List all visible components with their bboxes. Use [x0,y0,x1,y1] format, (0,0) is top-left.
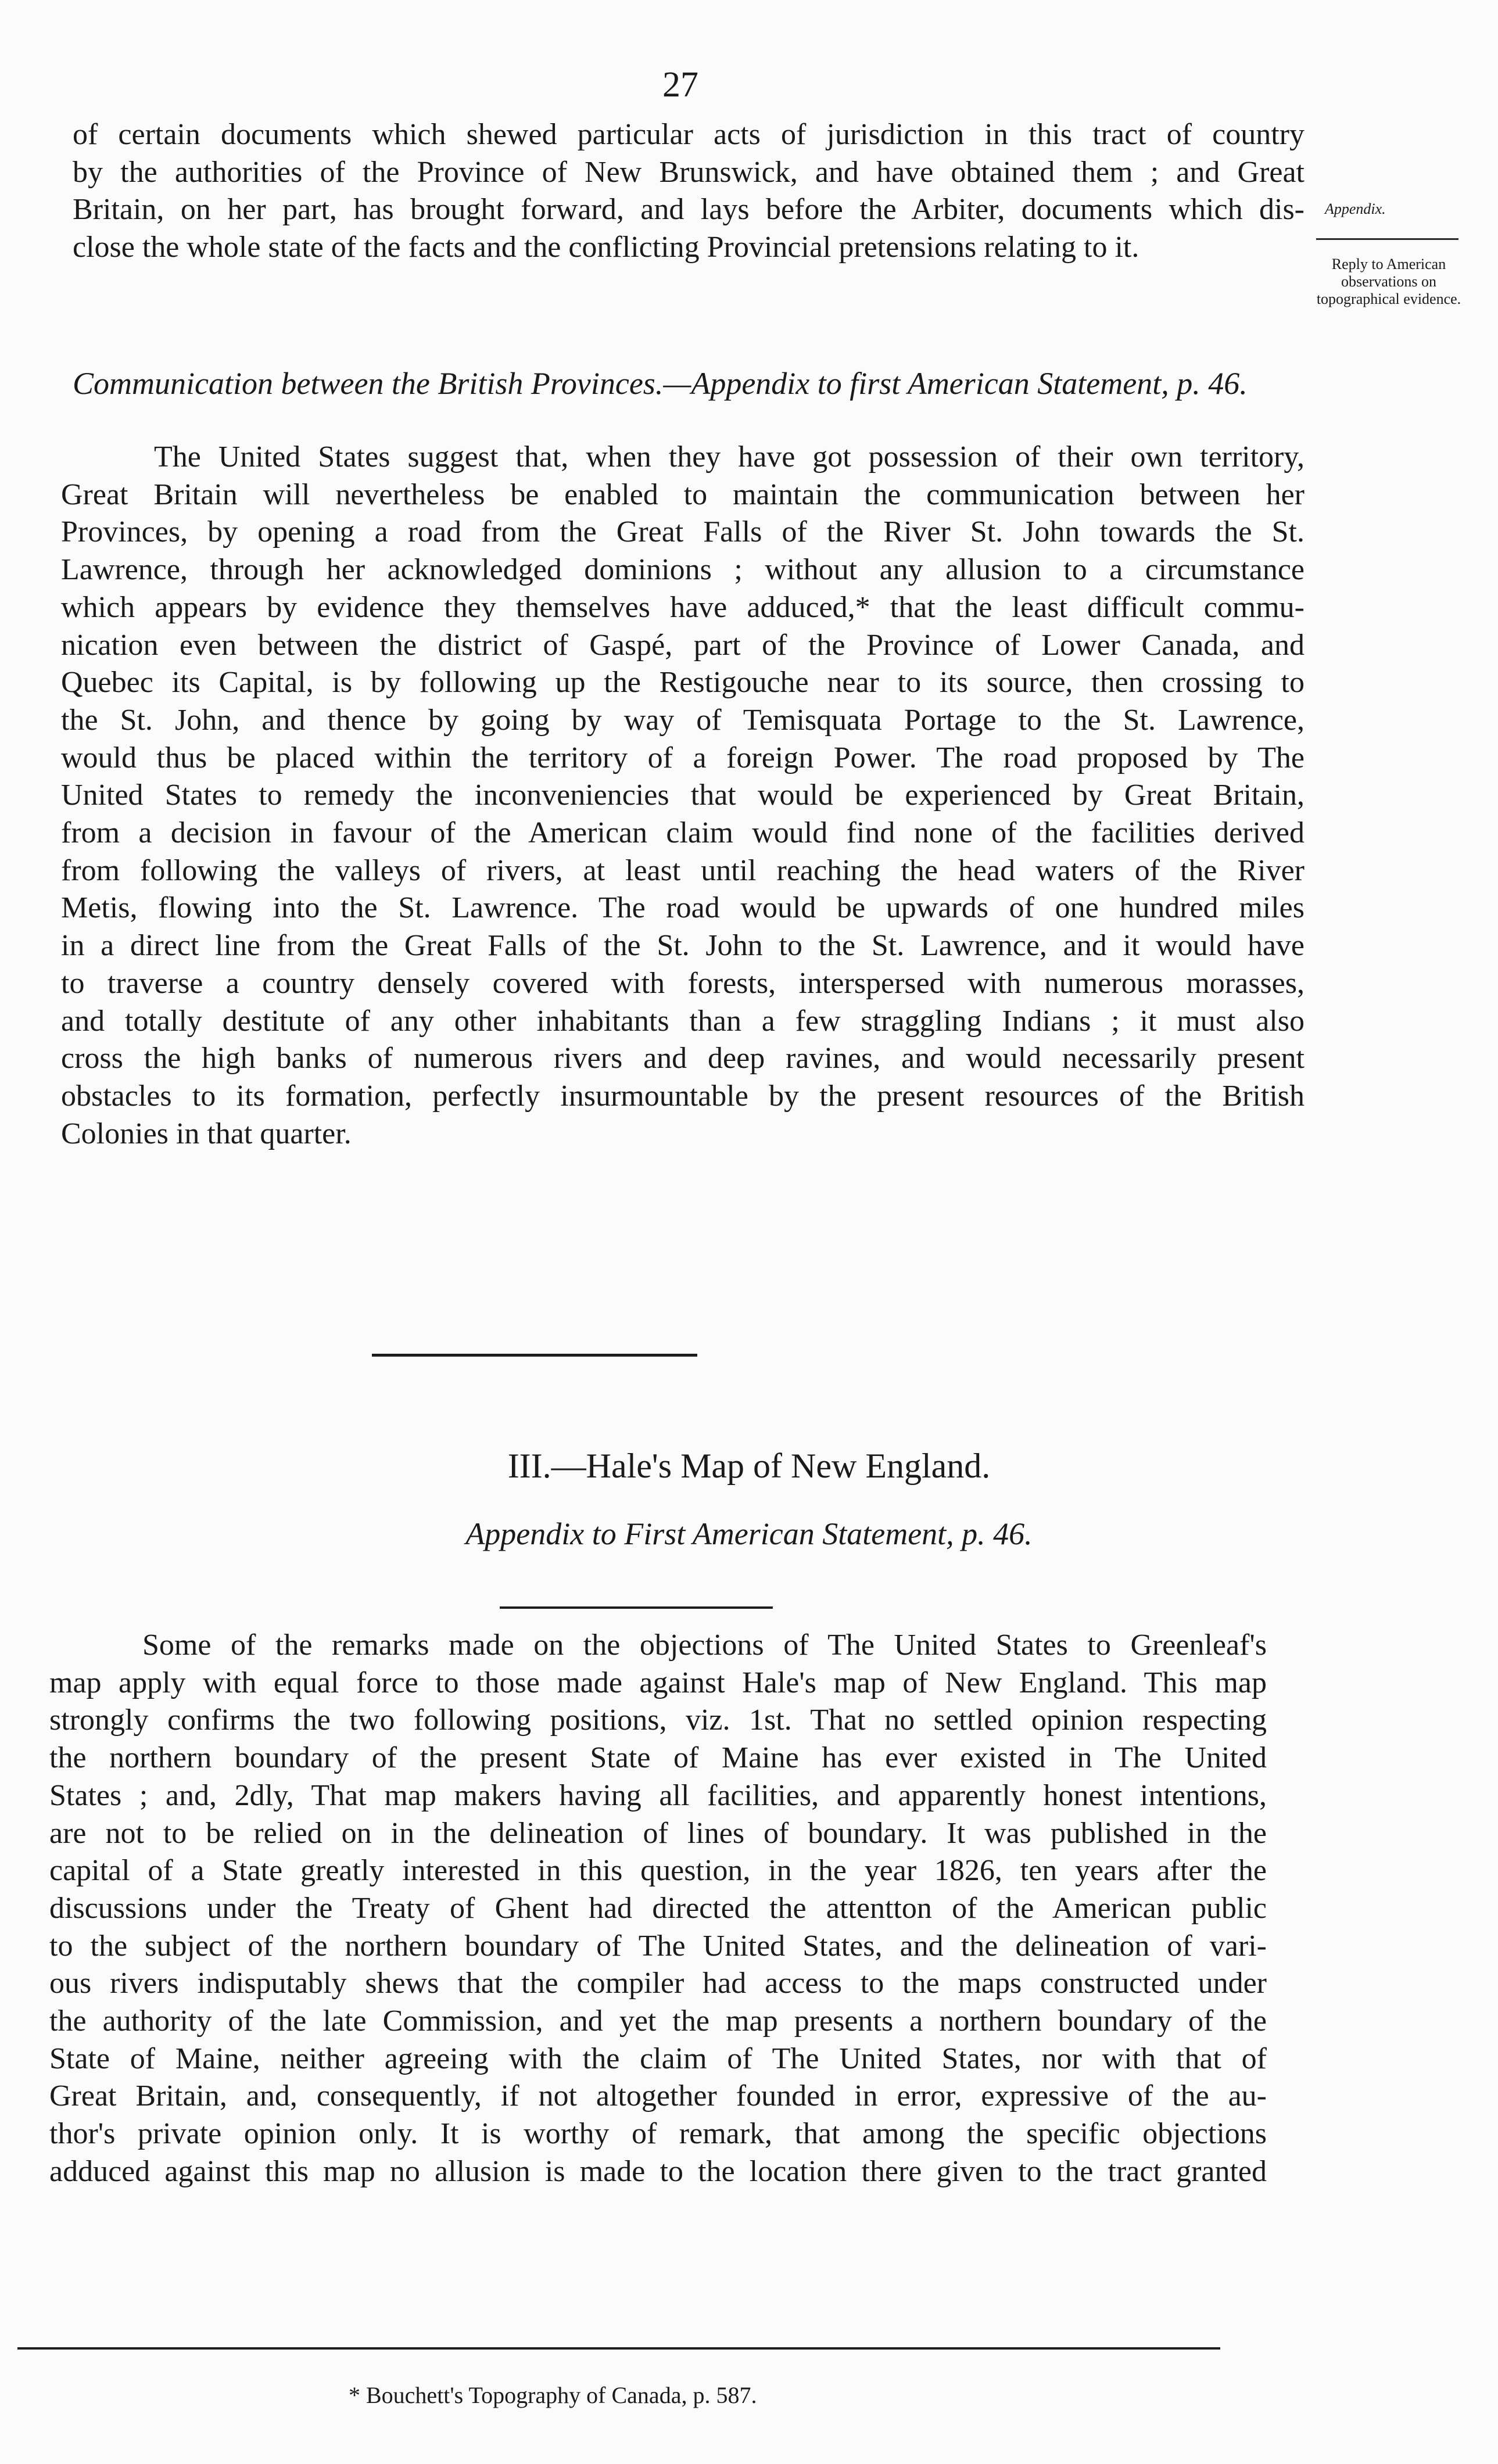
text-line: close the whole state of the facts and the conflicting Provincial pretensions relating to it. [73,231,1139,264]
text-line: capital of a State greatly interested in this question, in the year 1826, ten years after the [49,1854,1267,1888]
text-line: the St. John, and thence by going by way of Temisquata Portage to the St. Lawrence, [61,703,1305,737]
paragraph-hales-map [49,1627,1267,2191]
text-line: in a direct line from the Great Falls of the St. John to the St. Lawrence, and it would have [61,929,1305,963]
text-line: Great Britain will nevertheless be enabled to maintain the communication between her [61,478,1305,511]
margin-note-reply: Reply to American observations on topographical evidence. [1316,256,1461,307]
text-line: thor's private opinion only. It is worthy of remark, that among the specific objections [49,2117,1267,2151]
text-line: map apply with equal force to those made against Hale's map of New England. This map [49,1666,1267,1699]
text-line: Metis, flowing into the St. Lawrence. The road would be upwards of one hundred miles [61,891,1305,925]
text-line: and totally destitute of any other inhabitants than a few straggling Indians ; it must also [61,1004,1305,1038]
paragraph-continuation [73,116,1305,267]
section-title: III.—Hale's Map of New England. [507,1447,991,1485]
text-line: from following the valleys of rivers, at least until reaching the head waters of the River [61,853,1305,887]
text-line: Provinces, by opening a road from the Great Falls of the River St. John towards the St. [61,515,1305,549]
text-line: obstacles to its formation, perfectly insurmountable by the present resources of the British [61,1079,1305,1113]
title-divider [500,1606,773,1609]
text-line: cross the high banks of numerous rivers and deep ravines, and would necessarily present [61,1042,1305,1075]
text-line: to the subject of the northern boundary of The United States, and the delineation of vari- [49,1929,1267,1963]
footnote-divider [17,2347,1220,2350]
text-line: State of Maine, neither agreeing with the claim of The United States, nor with that of [49,2042,1267,2075]
margin-divider [1316,238,1458,240]
text-line: adduced against this map no allusion is made to the location there given to the tract granted [49,2154,1267,2188]
footnote: * Bouchett's Topography of Canada, p. 587. [349,2382,757,2408]
text-line: The United States suggest that, when they have got possession of their own territory, [154,440,1305,474]
text-line: to traverse a country densely covered with forests, interspersed with numerous morasses, [61,966,1305,1000]
text-line: discussions under the Treaty of Ghent had directed the attentton of the American public [49,1891,1267,1925]
text-line: Great Britain, and, consequently, if not altogether founded in error, expressive of the au- [49,2079,1267,2113]
text-line: are not to be relied on in the delineation of lines of boundary. It was published in the [49,1816,1267,1850]
text-line: would thus be placed within the territory of a foreign Power. The road proposed by The [61,741,1305,774]
section-divider [372,1354,697,1357]
paragraph-communication [61,439,1305,1153]
text-line: which appears by evidence they themselves have adduced,* that the least difficult commu- [61,590,1305,624]
margin-note-appendix: Appendix. [1325,200,1386,217]
text-line: Some of the remarks made on the objections of The United States to Greenleaf's [142,1629,1267,1662]
text-line: strongly confirms the two following positions, viz. 1st. That no settled opinion respecting [49,1703,1267,1737]
text-line: from a decision in favour of the American claim would find none of the facilities derived [61,816,1305,850]
text-line: States ; and, 2dly, That map makers having all facilities, and apparently honest intentions, [49,1778,1267,1812]
text-line: United States to remedy the inconveniencies that would be experienced by Great Britain, [61,779,1305,812]
page-number: 27 [662,65,698,105]
text-line: ous rivers indisputably shews that the compiler had access to the maps constructed under [49,1967,1267,2000]
text-line: nication even between the district of Gaspé, part of the Province of Lower Canada, and [61,628,1305,662]
text-line: the northern boundary of the present State of Maine has ever existed in The United [49,1741,1267,1775]
section-subtitle: Appendix to First American Statement, p. 46. [465,1516,1033,1551]
text-line: Lawrence, through her acknowledged dominions ; without any allusion to a circumstance [61,553,1305,587]
text-line: the authority of the late Commission, and yet the map presents a northern boundary of the [49,2004,1267,2038]
text-line: by the authorities of the Province of New Brunswick, and have obtained them ; and Great [73,155,1305,189]
text-line: Quebec its Capital, is by following up the Restigouche near to its source, then crossing to [61,666,1305,700]
subheading-communication: Communication between the British Provinces.—Appendix to first American Statement, p. 46. [73,366,1248,401]
text-line: Colonies in that quarter. [61,1117,352,1150]
text-line: Britain, on her part, has brought forward, and lays before the Arbiter, documents which dis- [73,193,1305,227]
text-line: of certain documents which shewed particular acts of jurisdiction in this tract of country [73,118,1305,151]
